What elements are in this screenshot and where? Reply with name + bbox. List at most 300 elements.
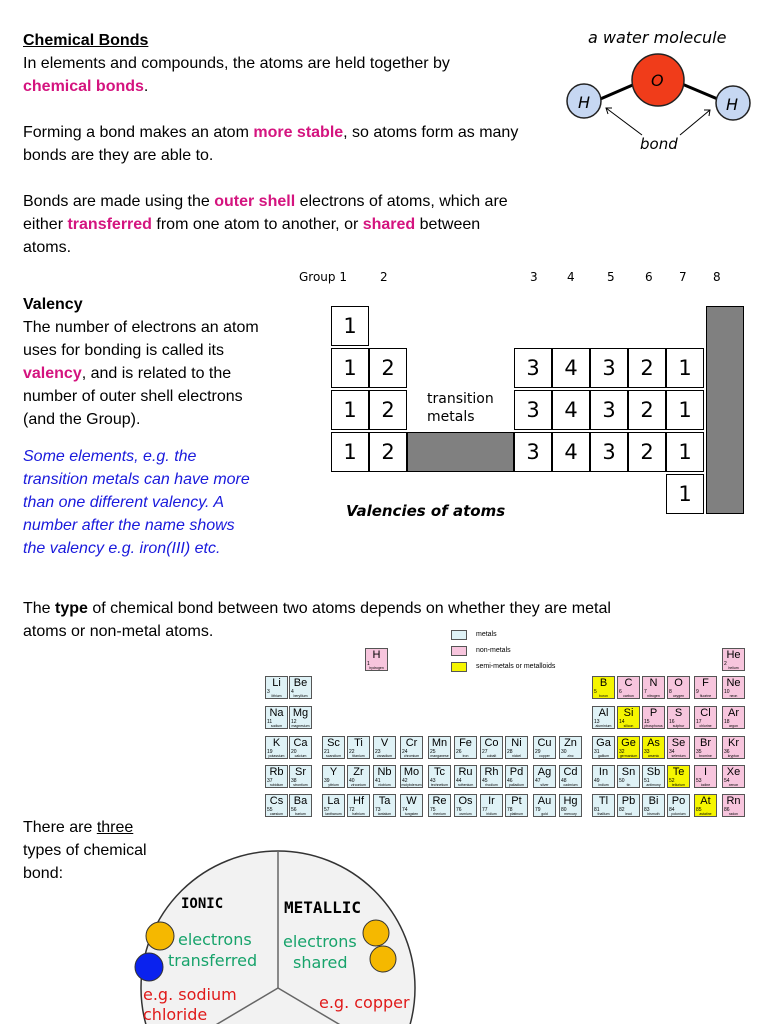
element-cell-sb <box>642 765 665 788</box>
outer-shell-line-3: atoms. <box>23 239 72 256</box>
ionic-blue-atom <box>135 953 163 981</box>
element-cell-ru <box>454 765 477 788</box>
atomic-number: 84 <box>669 807 675 813</box>
element-name: nickel <box>512 754 521 758</box>
valency-title: Valency <box>23 296 83 313</box>
three-types-line-2: types of chemical <box>23 842 147 859</box>
ionic-desc-2: transferred <box>168 951 258 970</box>
group-header-4: 4 <box>567 270 575 284</box>
atomic-number: 38 <box>291 778 297 784</box>
element-cell-w <box>400 794 423 817</box>
outer-shell-line-1 <box>23 190 508 213</box>
element-symbol: Rn <box>726 795 741 807</box>
element-cell-pd <box>505 765 528 788</box>
element-symbol: Pd <box>509 766 524 778</box>
element-cell-rh <box>480 765 503 788</box>
group-header-8: 8 <box>713 270 721 284</box>
element-symbol: Hg <box>563 795 578 807</box>
element-name: strontium <box>293 783 308 787</box>
element-cell-be <box>289 676 312 699</box>
element-cell-v <box>373 736 396 759</box>
atomic-number: 76 <box>456 807 462 813</box>
water-caption: a water molecule <box>588 28 727 47</box>
element-name: scandium <box>326 754 341 758</box>
atomic-number: 5 <box>594 689 597 695</box>
element-symbol: Ne <box>726 677 741 689</box>
atomic-number: 21 <box>324 749 330 755</box>
page-title: Chemical Bonds <box>23 32 149 49</box>
valency-cell: 3 <box>514 390 552 430</box>
element-name: zinc <box>567 754 574 758</box>
atomic-number: 14 <box>619 719 625 725</box>
transition-label-2: metals <box>427 409 475 425</box>
valency-cell: 1 <box>666 474 704 514</box>
element-cell-b <box>592 676 615 699</box>
element-name: rubidium <box>269 783 284 787</box>
element-symbol: Cd <box>563 766 578 778</box>
element-name: cobalt <box>486 754 497 758</box>
atomic-number: 72 <box>349 807 355 813</box>
element-name: iron <box>462 754 469 758</box>
valency-cell: 2 <box>369 348 407 388</box>
element-cell-rb <box>265 765 288 788</box>
term-more-stable: more stable <box>253 124 344 141</box>
atomic-number: 53 <box>696 778 702 784</box>
element-cell-cr <box>400 736 423 759</box>
valency-cell: 2 <box>369 432 407 472</box>
element-name: radon <box>729 812 738 816</box>
valency-line-3-post: , and is related to the <box>81 365 232 382</box>
valency-cell: 3 <box>514 432 552 472</box>
element-name: rhenium <box>433 812 446 816</box>
element-name: lead <box>625 812 632 816</box>
valency-cell: 1 <box>331 306 369 346</box>
atomic-number: 20 <box>291 749 297 755</box>
atomic-number: 7 <box>644 689 647 695</box>
term-chemical-bonds: chemical bonds <box>23 78 144 95</box>
outer-shell-line-2 <box>23 213 480 236</box>
oxygen-label: O <box>651 71 664 90</box>
atomic-number: 86 <box>724 807 730 813</box>
element-cell-tl <box>592 794 615 817</box>
element-name: sodium <box>270 724 283 728</box>
element-cell-h <box>365 648 388 671</box>
element-symbol: Ir <box>488 795 495 807</box>
element-name: manganese <box>430 754 449 758</box>
element-symbol: Cr <box>405 737 418 749</box>
metallic-desc-1: electrons <box>283 932 357 951</box>
transfer-mid: from one atom to another, or <box>151 216 363 233</box>
element-cell-ga <box>592 736 615 759</box>
element-name: chlorine <box>699 724 712 728</box>
element-cell-zn <box>559 736 582 759</box>
element-name: barium <box>295 812 306 816</box>
element-name: tantalum <box>377 812 392 816</box>
element-name: indium <box>598 783 609 787</box>
atomic-number: 41 <box>375 778 381 784</box>
valency-cell: 1 <box>666 348 704 388</box>
stability-line-1 <box>23 121 518 144</box>
atomic-number: 49 <box>594 778 600 784</box>
element-symbol: Br <box>700 737 711 749</box>
element-symbol: Ba <box>293 795 308 807</box>
element-cell-na <box>265 706 288 729</box>
atomic-number: 2 <box>724 661 727 667</box>
atomic-number: 13 <box>594 719 600 725</box>
valency-cell: 3 <box>590 348 628 388</box>
atomic-number: 43 <box>430 778 436 784</box>
legend-swatch-nonmetals <box>451 646 467 656</box>
element-symbol: Ta <box>378 795 391 807</box>
element-name: hafnium <box>352 812 365 816</box>
atomic-number: 27 <box>482 749 488 755</box>
atomic-number: 6 <box>619 689 622 695</box>
three-pre: There are <box>23 819 97 836</box>
valency-cell: 2 <box>628 348 666 388</box>
atomic-number: 30 <box>561 749 567 755</box>
valency-table-caption: Valencies of atoms <box>346 502 506 520</box>
element-cell-s <box>667 706 690 729</box>
element-name: titanium <box>352 754 365 758</box>
valency-note-2: transition metals can have more <box>23 471 250 488</box>
atomic-number: 3 <box>267 689 270 695</box>
element-name: rhodium <box>485 783 498 787</box>
element-symbol: Ti <box>354 737 363 749</box>
atomic-number: 16 <box>669 719 675 725</box>
element-name: tellurium <box>671 783 686 787</box>
element-symbol: Sr <box>295 766 306 778</box>
atomic-number: 47 <box>535 778 541 784</box>
element-cell-rn <box>722 794 745 817</box>
element-cell-ti <box>347 736 370 759</box>
metallic-label: METALLIC <box>284 898 362 917</box>
element-cell-kr <box>722 736 745 759</box>
element-symbol: Ge <box>621 737 636 749</box>
valency-cell: 2 <box>628 390 666 430</box>
element-cell-y <box>322 765 345 788</box>
type-post: of chemical bond between two atoms depends on whether they are metal <box>87 600 611 617</box>
element-name: silicon <box>623 724 634 728</box>
element-cell-mg <box>289 706 312 729</box>
atomic-number: 73 <box>375 807 381 813</box>
valency-cell: 1 <box>331 390 369 430</box>
element-symbol: Ag <box>537 766 552 778</box>
ionic-example-2: chloride <box>143 1005 208 1024</box>
type-pre: The <box>23 600 56 617</box>
element-symbol: V <box>380 737 389 749</box>
element-name: mercury <box>564 812 577 816</box>
atomic-number: 8 <box>669 689 672 695</box>
element-cell-mo <box>400 765 423 788</box>
element-name: krypton <box>727 754 740 758</box>
atomic-number: 32 <box>619 749 625 755</box>
element-symbol: He <box>726 649 741 661</box>
element-cell-ge <box>617 736 640 759</box>
element-name: copper <box>539 754 550 758</box>
element-symbol: Fe <box>459 737 472 749</box>
element-cell-po <box>667 794 690 817</box>
legend-swatch-semimetals <box>451 662 467 672</box>
element-name: vanadium <box>376 754 393 758</box>
atomic-number: 36 <box>724 749 730 755</box>
atomic-number: 37 <box>267 778 273 784</box>
element-name: astatine <box>699 812 712 816</box>
term-valency: valency <box>23 365 82 382</box>
element-cell-br <box>694 736 717 759</box>
element-symbol: Si <box>623 707 634 719</box>
element-cell-tc <box>428 765 451 788</box>
metallic-desc-2: shared <box>293 953 348 972</box>
atomic-number: 23 <box>375 749 381 755</box>
valency-cell: 3 <box>590 390 628 430</box>
atomic-number: 46 <box>507 778 513 784</box>
atomic-number: 15 <box>644 719 650 725</box>
element-name: nitrogen <box>647 694 660 698</box>
element-symbol: Sn <box>621 766 636 778</box>
element-cell-si <box>617 706 640 729</box>
atomic-number: 81 <box>594 807 600 813</box>
element-symbol: Ru <box>458 766 473 778</box>
valency-cell: 2 <box>628 432 666 472</box>
metallic-atom-1 <box>363 920 389 946</box>
element-symbol: K <box>272 737 281 749</box>
bond-label: bond <box>640 135 678 153</box>
valency-cell: 1 <box>666 390 704 430</box>
bond-line-right <box>682 84 720 100</box>
element-cell-in <box>592 765 615 788</box>
element-name: bismuth <box>647 812 660 816</box>
element-symbol: F <box>702 677 709 689</box>
atomic-number: 78 <box>507 807 513 813</box>
element-name: iridium <box>486 812 497 816</box>
atomic-number: 74 <box>402 807 408 813</box>
element-cell-sc <box>322 736 345 759</box>
element-cell-cs <box>265 794 288 817</box>
element-name: magnesium <box>291 724 310 728</box>
element-name: boron <box>599 694 608 698</box>
legend-semimetals: semi-metals or metalloids <box>476 663 556 670</box>
hydrogen-label-left: H <box>578 93 591 112</box>
element-symbol: C <box>624 677 633 689</box>
element-symbol: Al <box>598 707 609 719</box>
element-name: oxygen <box>672 694 685 698</box>
element-name: beryllium <box>293 694 308 698</box>
element-cell-re <box>428 794 451 817</box>
atomic-number: 31 <box>594 749 600 755</box>
element-name: fluorine <box>699 694 712 698</box>
element-symbol: W <box>406 795 417 807</box>
element-cell-fe <box>454 736 477 759</box>
element-symbol: Co <box>484 737 499 749</box>
element-name: cadmium <box>563 783 578 787</box>
element-symbol: In <box>598 766 609 778</box>
valency-note-4: number after the name shows <box>23 517 235 534</box>
transition-metals-block <box>407 432 514 472</box>
ionic-gold-atom <box>146 922 174 950</box>
valency-line-5: (and the Group). <box>23 411 141 428</box>
element-name: tungsten <box>404 812 419 816</box>
atomic-number: 50 <box>619 778 625 784</box>
valency-line-1: The number of electrons an atom <box>23 319 259 336</box>
atomic-number: 22 <box>349 749 355 755</box>
atomic-number: 19 <box>267 749 273 755</box>
element-name: silver <box>540 783 549 787</box>
element-name: ruthenium <box>457 783 474 787</box>
element-cell-hf <box>347 794 370 817</box>
period: . <box>143 78 149 95</box>
element-symbol: Au <box>537 795 552 807</box>
element-symbol: Sc <box>327 737 340 749</box>
atomic-number: 34 <box>669 749 675 755</box>
ionic-desc-1: electrons <box>178 930 252 949</box>
element-name: gold <box>541 812 548 816</box>
element-cell-co <box>480 736 503 759</box>
element-name: sulphur <box>672 724 685 728</box>
term-shared: shared <box>362 216 416 233</box>
atomic-number: 83 <box>644 807 650 813</box>
element-cell-xe <box>722 765 745 788</box>
element-symbol: Ga <box>596 737 611 749</box>
group-header-7: 7 <box>679 270 687 284</box>
element-name: carbon <box>623 694 634 698</box>
valency-cell: 3 <box>514 348 552 388</box>
valency-cell: 1 <box>666 432 704 472</box>
three-types-line-1 <box>23 816 133 839</box>
element-symbol: Os <box>458 795 473 807</box>
element-name: osmium <box>459 812 472 816</box>
element-cell-cl <box>694 706 717 729</box>
term-type: type <box>55 600 88 617</box>
element-cell-ca <box>289 736 312 759</box>
element-cell-cu <box>533 736 556 759</box>
term-three: three <box>96 819 134 836</box>
element-symbol: Tc <box>434 766 445 778</box>
element-symbol: Re <box>432 795 447 807</box>
between: between <box>415 216 481 233</box>
element-symbol: Kr <box>728 737 739 749</box>
hydrogen-label-right: H <box>726 95 739 114</box>
element-name: aluminium <box>595 724 612 728</box>
group-header-5: 5 <box>607 270 615 284</box>
valency-line-2: uses for bonding is called its <box>23 342 224 359</box>
atomic-number: 25 <box>430 749 436 755</box>
element-name: palladium <box>509 783 524 787</box>
group-header-6: 6 <box>645 270 653 284</box>
valency-cell: 2 <box>369 390 407 430</box>
legend-metals: metals <box>476 631 497 638</box>
element-symbol: P <box>649 707 658 719</box>
atomic-number: 4 <box>291 689 294 695</box>
element-cell-la <box>322 794 345 817</box>
atomic-number: 29 <box>535 749 541 755</box>
element-symbol: Be <box>293 677 308 689</box>
atomic-number: 79 <box>535 807 541 813</box>
group-header-2: 2 <box>380 270 388 284</box>
element-cell-pt <box>505 794 528 817</box>
element-symbol: Pb <box>621 795 636 807</box>
term-transferred: transferred <box>67 216 152 233</box>
element-symbol: Se <box>671 737 686 749</box>
element-cell-al <box>592 706 615 729</box>
bond-line-left <box>598 84 635 100</box>
element-cell-n <box>642 676 665 699</box>
atomic-number: 24 <box>402 749 408 755</box>
atomic-number: 18 <box>724 719 730 725</box>
atomic-number: 9 <box>696 689 699 695</box>
valency-cell: 1 <box>331 348 369 388</box>
group-header-1: Group 1 <box>299 270 347 284</box>
element-symbol: Rb <box>269 766 284 778</box>
element-name: germanium <box>619 754 638 758</box>
atomic-number: 51 <box>644 778 650 784</box>
element-cell-ar <box>722 706 745 729</box>
atomic-number: 57 <box>324 807 330 813</box>
element-symbol: Zr <box>353 766 364 778</box>
stability-pre: Forming a bond makes an atom <box>23 124 254 141</box>
three-types-line-3: bond: <box>23 865 64 882</box>
element-symbol: Pt <box>511 795 522 807</box>
element-cell-au <box>533 794 556 817</box>
element-cell-he <box>722 648 745 671</box>
element-name: phosphorus <box>644 724 663 728</box>
element-symbol: Cs <box>269 795 284 807</box>
element-cell-c <box>617 676 640 699</box>
atomic-number: 1 <box>367 661 370 667</box>
atomic-number: 10 <box>724 689 730 695</box>
element-symbol: O <box>674 677 683 689</box>
element-name: arsenic <box>647 754 660 758</box>
atomic-number: 40 <box>349 778 355 784</box>
atomic-number: 17 <box>696 719 702 725</box>
atomic-number: 45 <box>482 778 488 784</box>
element-symbol: Te <box>672 766 685 778</box>
stability-post: , so atoms form as many <box>343 124 519 141</box>
intro-line-1: In elements and compounds, the atoms are held together by <box>23 55 450 72</box>
type-line-1 <box>23 597 611 620</box>
element-name: calcium <box>294 754 307 758</box>
element-symbol: Zn <box>564 737 577 749</box>
atomic-number: 75 <box>430 807 436 813</box>
atomic-number: 55 <box>267 807 273 813</box>
element-cell-nb <box>373 765 396 788</box>
transition-label-1: transition <box>427 391 494 407</box>
element-symbol: Hf <box>353 795 364 807</box>
element-symbol: Po <box>671 795 686 807</box>
element-cell-cd <box>559 765 582 788</box>
element-cell-pb <box>617 794 640 817</box>
element-symbol: Xe <box>726 766 741 778</box>
element-symbol: As <box>647 737 660 749</box>
element-cell-sr <box>289 765 312 788</box>
element-name: potassium <box>268 754 285 758</box>
element-cell-os <box>454 794 477 817</box>
atomic-number: 33 <box>644 749 650 755</box>
ionic-example-1: e.g. sodium <box>143 985 237 1004</box>
element-name: hydrogen <box>369 666 384 670</box>
element-name: yttrium <box>328 783 339 787</box>
type-line-2: atoms or non-metal atoms. <box>23 623 214 640</box>
element-name: bromine <box>699 754 712 758</box>
valency-cell: 4 <box>552 348 590 388</box>
element-cell-f <box>694 676 717 699</box>
element-cell-ni <box>505 736 528 759</box>
bond-pointer-left <box>606 108 642 135</box>
valency-cell: 4 <box>552 390 590 430</box>
valency-cell: 3 <box>590 432 628 472</box>
atomic-number: 44 <box>456 778 462 784</box>
element-symbol: Bi <box>648 795 659 807</box>
element-name: technetium <box>430 783 449 787</box>
